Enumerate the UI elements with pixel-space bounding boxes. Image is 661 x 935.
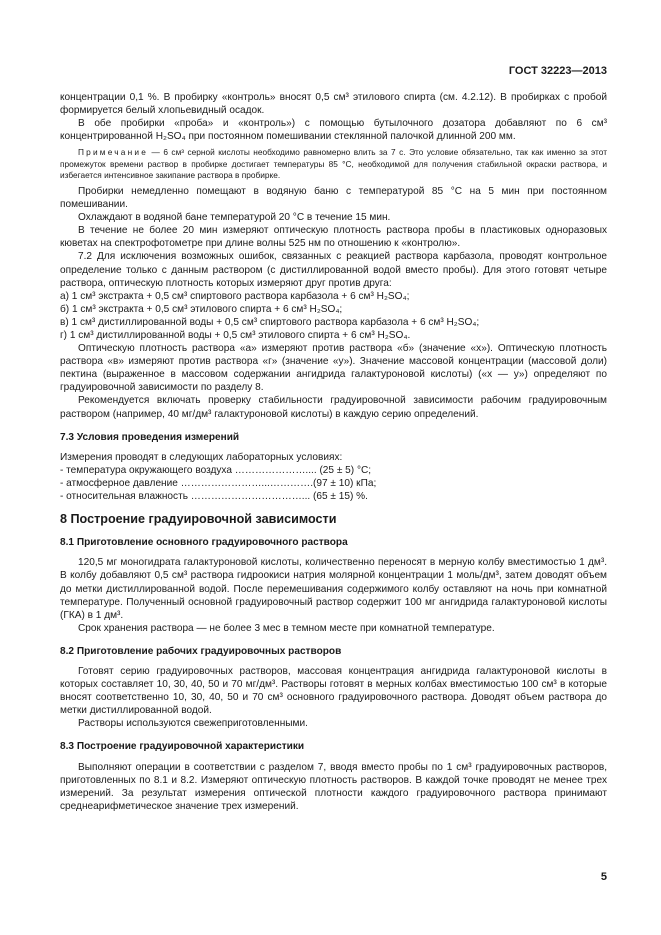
note-label: Примечание bbox=[78, 147, 149, 158]
paragraph: 7.2 Для исключения возможных ошибок, связанных с реакцией раствора карбазола, проводят контрольное определение только с данным раствором (с дистиллированной водой вместо пробы). Для этого готовят четыре раствора, оптическую плотность которых измеряют друг против друга: bbox=[60, 251, 607, 289]
list-item: - температура окружающего воздуха ………………….... (25 ± 5) °С; bbox=[60, 464, 372, 476]
document-code-header: ГОСТ 32223—2013 bbox=[508, 65, 607, 77]
list-item: б) 1 см³ экстракта + 0,5 см³ этилового спирта + 6 см³ H₂SO₄; bbox=[60, 303, 343, 315]
list-item: а) 1 см³ экстракта + 0,5 см³ спиртового раствора карбазола + 6 см³ H₂SO₄; bbox=[60, 290, 410, 302]
paragraph: Пробирки немедленно помещают в водяную баню с температурой 85 °С на 5 мин при постоянном помешивании. bbox=[60, 185, 607, 211]
list-item: - атмосферное давление ……………………...………….(97 ± 10) кПа; bbox=[60, 477, 377, 489]
document-body bbox=[60, 91, 607, 813]
paragraph: Рекомендуется включать проверку стабильности градуировочной зависимости рабочим градуировочным раствором (например, 40 мг/дм³ галактуроновой кислоты) в каждую серию определений. bbox=[60, 395, 607, 420]
subsection-heading-8-3: 8.3 Построение градуировочной характеристики bbox=[60, 741, 305, 753]
paragraph: 120,5 мг моногидрата галактуроновой кислоты, количественно переносят в мерную колбу вместимостью 1 дм³. В колбу добавляют 0,5 см³ раствора гидроокиси натрия молярной концентрации 1 моль/дм³, затем доводят объем до метки дистиллированной водой. После перемешивания содержимого колбу оставляют на ночь при комнатной температуре. Полученный основной градуировочный раствор содержит 100 мг ангидрида галактуроновой кислоты (ГКА) в 1 дм³. bbox=[60, 557, 607, 621]
note bbox=[60, 147, 607, 181]
list-item: - относительная влажность ……………………………... (65 ± 15) %. bbox=[60, 491, 368, 503]
note-text: — 6 см³ серной кислоты необходимо равномерно влить за 7 с. Это условие обязательно, так как именно за этот промежуток времени раствор в пробирке достигает температуры 85 °С, необходимой для получения стабильной окраски раствора, и избегается интенсивное закипание раствора в пробирке. bbox=[60, 147, 607, 180]
paragraph: Растворы используются свежеприготовленными. bbox=[78, 718, 308, 730]
paragraph: Измерения проводят в следующих лабораторных условиях: bbox=[60, 451, 343, 463]
paragraph: Выполняют операции в соответствии с разделом 7, вводя вместо пробы по 1 см³ градуировочных растворов, приготовленных по 8.1 и 8.2. Измеряют оптическую плотность растворов. В каждой точке проводят не менее трех измерений. За результат измерения оптической плотности каждого градуировочного раствора принимают среднеарифметическое значение трех измерений. bbox=[60, 761, 607, 812]
list-item: в) 1 см³ дистиллированной воды + 0,5 см³ спиртового раствора карбазола + 6 см³ H₂SO₄; bbox=[60, 316, 480, 328]
paragraph: В течение не более 20 мин измеряют оптическую плотность раствора пробы в пластиковых одноразовых кюветах на спектрофотометре при длине волны 525 нм по отношению к «контролю». bbox=[60, 225, 607, 250]
section-heading-8: 8 Построение градуировочной зависимости bbox=[60, 512, 337, 527]
subsection-heading-7-3: 7.3 Условия проведения измерений bbox=[60, 431, 240, 443]
paragraph: В обе пробирки «проба» и «контроль») с помощью бутылочного дозатора добавляют по 6 см³ концентрированной H₂SO₄ при постоянном помешивании стеклянной палочкой длинной 200 мм. bbox=[60, 118, 607, 143]
paragraph: Оптическую плотность раствора «а» измеряют против раствора «б» (значение «x»). Оптическую плотность раствора «в» измеряют против раствора «г» (значение «y»). Значение массовой концентрации (массовой доли) пектина (выраженное в массовом содержании ангидрида галактуроновой кислоты) («x — y») определяют по градуировочной зависимости по разделу 8. bbox=[60, 343, 607, 394]
paragraph: Срок хранения раствора — не более 3 мес в темном месте при комнатной температуре. bbox=[78, 622, 495, 634]
paragraph: концентрации 0,1 %. В пробирку «контроль» вносят 0,5 см³ этилового спирта (см. 4.2.12). В пробирках с пробой формируется белый хлопьевидный осадок. bbox=[60, 92, 607, 117]
subsection-heading-8-2: 8.2 Приготовление рабочих градуировочных растворов bbox=[60, 645, 342, 657]
subsection-heading-8-1: 8.1 Приготовление основного градуировочного раствора bbox=[60, 537, 348, 549]
list-item: г) 1 см³ дистиллированной воды + 0,5 см³ этилового спирта + 6 см³ H₂SO₄. bbox=[60, 330, 411, 342]
paragraph: Готовят серию градуировочных растворов, массовая концентрация ангидрида галактуроновой кислоты в которых составляет 10, 30, 40, 50 и 70 мг/дм³. Растворы готовят в мерных колбах вместимостью 100 см³ в которые вносят соответственно 10, 30, 40, 50 и 70 см³ основного градуировочного раствора. Доводят объем раствора до метки дистиллированной водой. bbox=[60, 665, 607, 717]
paragraph: Охлаждают в водяной бане температурой 20 °С в течение 15 мин. bbox=[78, 212, 391, 224]
page-number: 5 bbox=[600, 871, 607, 883]
